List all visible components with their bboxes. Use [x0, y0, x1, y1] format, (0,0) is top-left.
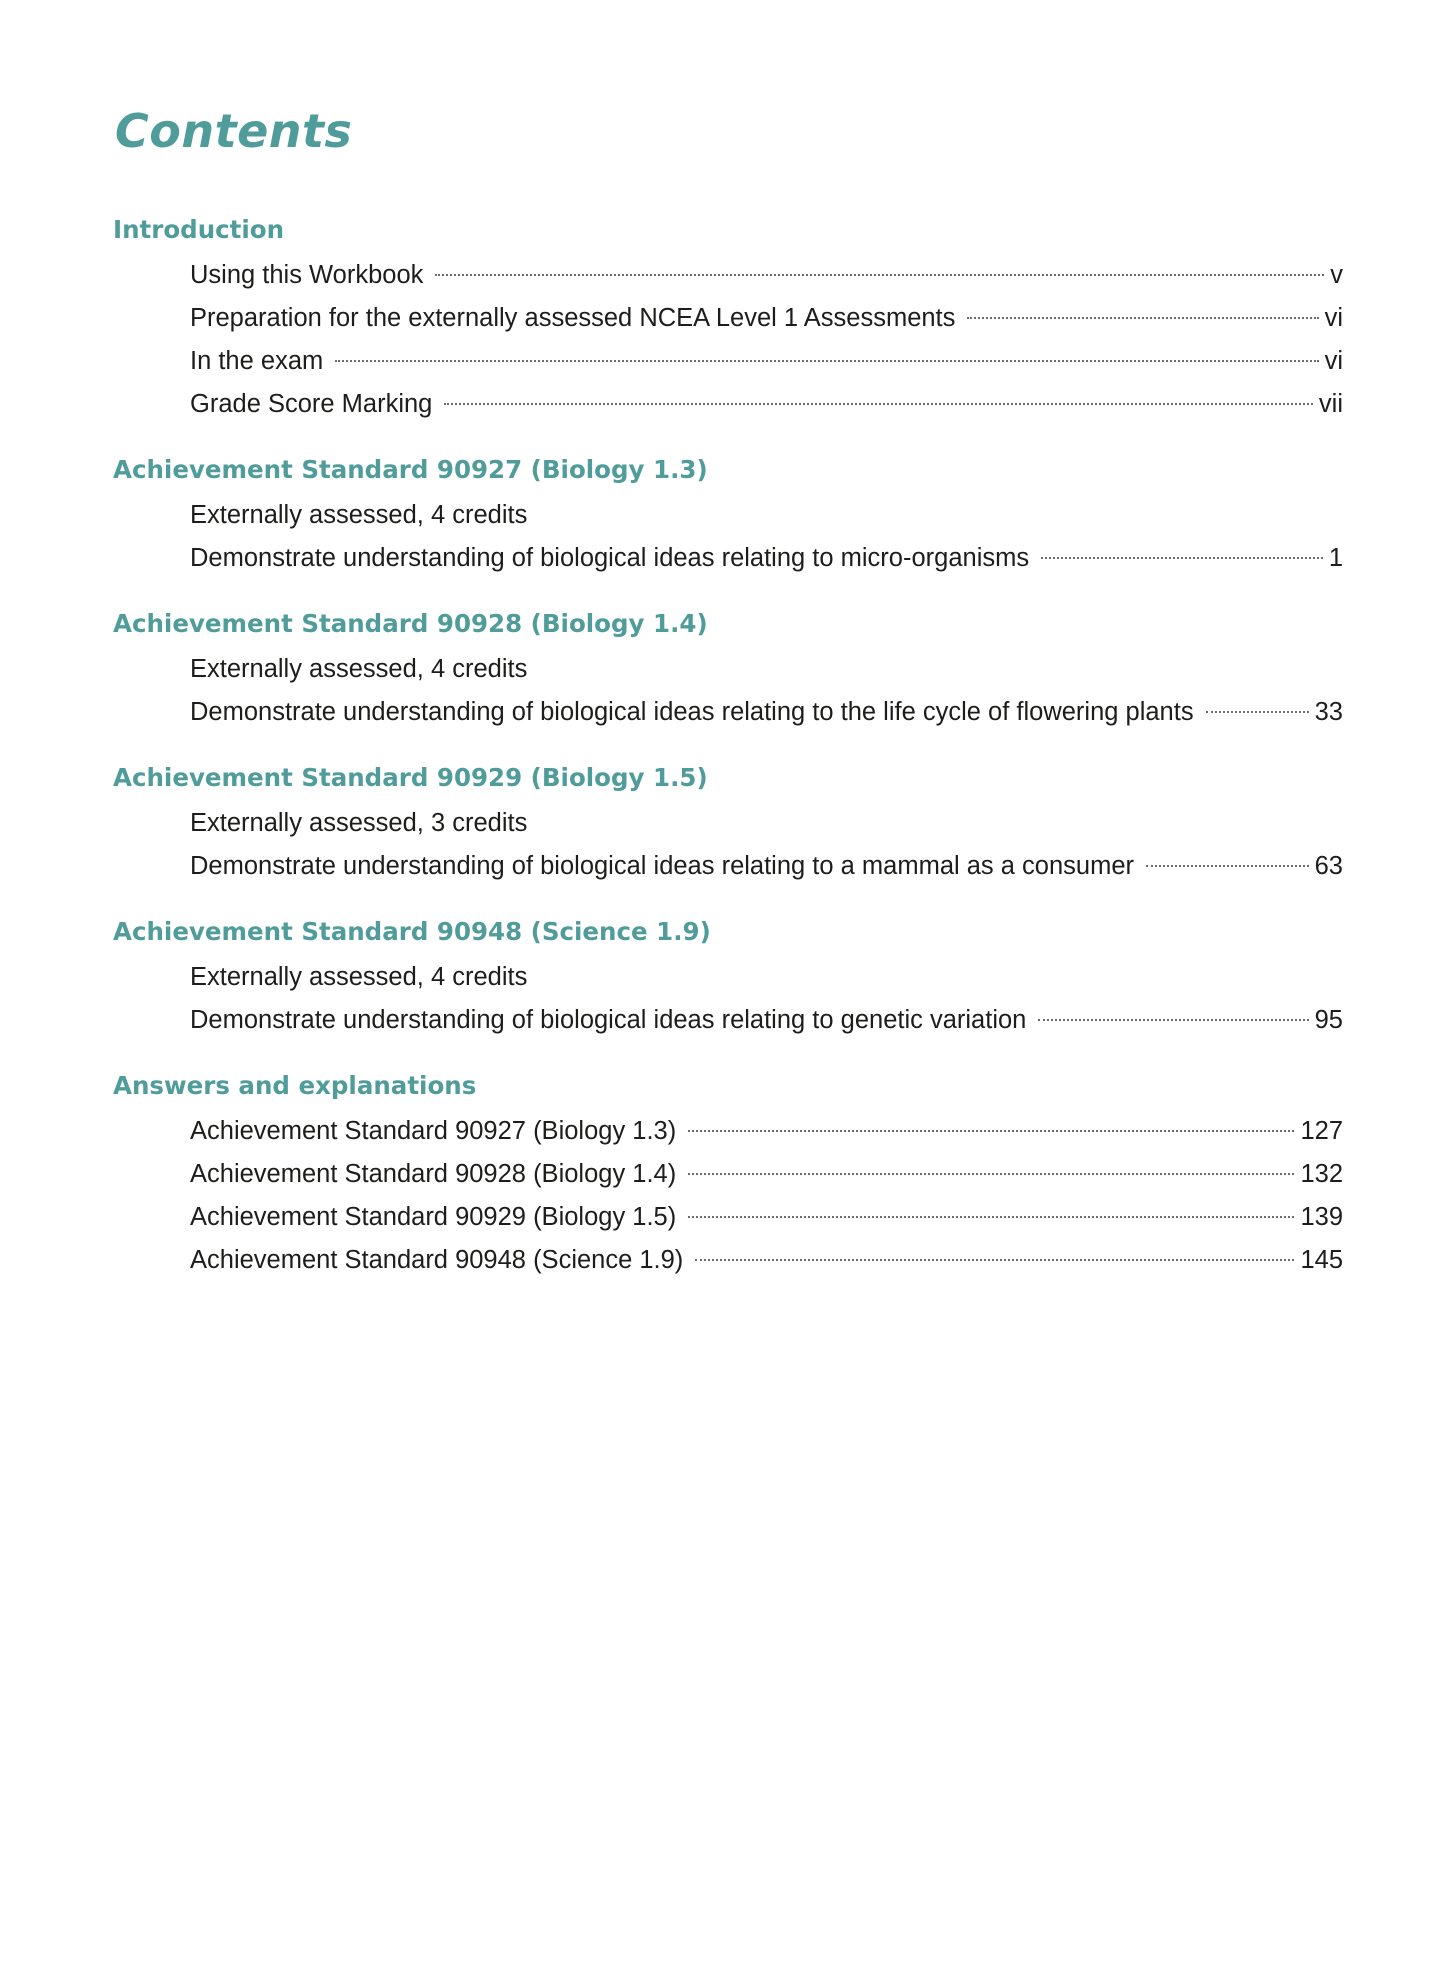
section-heading[interactable]: Introduction: [113, 215, 285, 244]
toc-entry-page: 139: [1300, 1203, 1343, 1231]
toc-section-as-90927: [113, 450, 1343, 580]
toc-entry-text: Achievement Standard 90928 (Biology 1.4): [190, 1160, 677, 1188]
dot-leader: [435, 274, 1324, 276]
toc-entry-page: v: [1330, 261, 1343, 289]
toc-entry[interactable]: [190, 1110, 1343, 1153]
dot-leader: [688, 1216, 1294, 1218]
credits-note: [190, 648, 1343, 691]
toc-section-answers: [113, 1066, 1343, 1282]
dot-leader: [335, 360, 1318, 362]
page-title: Contents: [115, 104, 353, 158]
dot-leader: [967, 317, 1318, 319]
toc-entry-page: vi: [1324, 347, 1343, 375]
toc-entry-text: Using this Workbook: [190, 261, 424, 289]
toc-entry[interactable]: [190, 1239, 1343, 1282]
toc-section-as-90929: [113, 758, 1343, 888]
toc-section-introduction: [113, 210, 1343, 426]
dot-leader: [688, 1130, 1294, 1132]
dot-leader: [1041, 557, 1323, 559]
toc-entry-text: Externally assessed, 4 credits: [190, 963, 528, 991]
toc-entry[interactable]: [190, 340, 1343, 383]
dot-leader: [444, 403, 1313, 405]
toc-entry[interactable]: [190, 1196, 1343, 1239]
toc-entry[interactable]: [190, 691, 1343, 734]
toc-entry-text: In the exam: [190, 347, 324, 375]
toc-entry-text: Demonstrate understanding of biological ideas relating to genetic variation: [190, 1006, 1027, 1034]
toc-section-as-90948: [113, 912, 1343, 1042]
dot-leader: [688, 1173, 1294, 1175]
table-of-contents: [113, 210, 1343, 1306]
section-heading[interactable]: Achievement Standard 90948 (Science 1.9): [113, 917, 711, 946]
toc-entry-text: Externally assessed, 4 credits: [190, 655, 528, 683]
toc-entry-text: Achievement Standard 90948 (Science 1.9): [190, 1246, 684, 1274]
credits-note: [190, 494, 1343, 537]
dot-leader: [1206, 711, 1309, 713]
toc-entry[interactable]: [190, 537, 1343, 580]
toc-entry[interactable]: [190, 1153, 1343, 1196]
section-heading[interactable]: Achievement Standard 90928 (Biology 1.4): [113, 609, 708, 638]
toc-entry-page: 63: [1314, 852, 1343, 880]
toc-entry[interactable]: [190, 845, 1343, 888]
toc-entry-text: Achievement Standard 90929 (Biology 1.5): [190, 1203, 677, 1231]
toc-entry-text: Grade Score Marking: [190, 390, 433, 418]
section-heading[interactable]: Answers and explanations: [113, 1071, 477, 1100]
toc-entry-page: vi: [1324, 304, 1343, 332]
toc-entry-text: Achievement Standard 90927 (Biology 1.3): [190, 1117, 677, 1145]
toc-entry[interactable]: [190, 383, 1343, 426]
toc-entry-text: Preparation for the externally assessed NCEA Level 1 Assessments: [190, 304, 956, 332]
credits-note: [190, 956, 1343, 999]
toc-entry-page: 145: [1300, 1246, 1343, 1274]
dot-leader: [1038, 1019, 1308, 1021]
toc-entry-text: Externally assessed, 4 credits: [190, 501, 528, 529]
toc-entry-text: Demonstrate understanding of biological ideas relating to a mammal as a consumer: [190, 852, 1134, 880]
toc-entry-page: 132: [1300, 1160, 1343, 1188]
toc-entry-text: Externally assessed, 3 credits: [190, 809, 528, 837]
section-heading[interactable]: Achievement Standard 90929 (Biology 1.5): [113, 763, 708, 792]
toc-entry-text: Demonstrate understanding of biological ideas relating to micro-organisms: [190, 544, 1030, 572]
toc-entry-page: 33: [1314, 698, 1343, 726]
toc-entry-page: 1: [1328, 544, 1343, 572]
toc-entry-page: vii: [1318, 390, 1343, 418]
section-heading[interactable]: Achievement Standard 90927 (Biology 1.3): [113, 455, 708, 484]
dot-leader: [695, 1259, 1294, 1261]
toc-entry[interactable]: [190, 254, 1343, 297]
toc-entry-text: Demonstrate understanding of biological ideas relating to the life cycle of flowering plants: [190, 698, 1194, 726]
credits-note: [190, 802, 1343, 845]
toc-entry-page: 127: [1300, 1117, 1343, 1145]
dot-leader: [1146, 865, 1309, 867]
toc-section-as-90928: [113, 604, 1343, 734]
toc-entry[interactable]: [190, 999, 1343, 1042]
toc-entry[interactable]: [190, 297, 1343, 340]
toc-entry-page: 95: [1314, 1006, 1343, 1034]
